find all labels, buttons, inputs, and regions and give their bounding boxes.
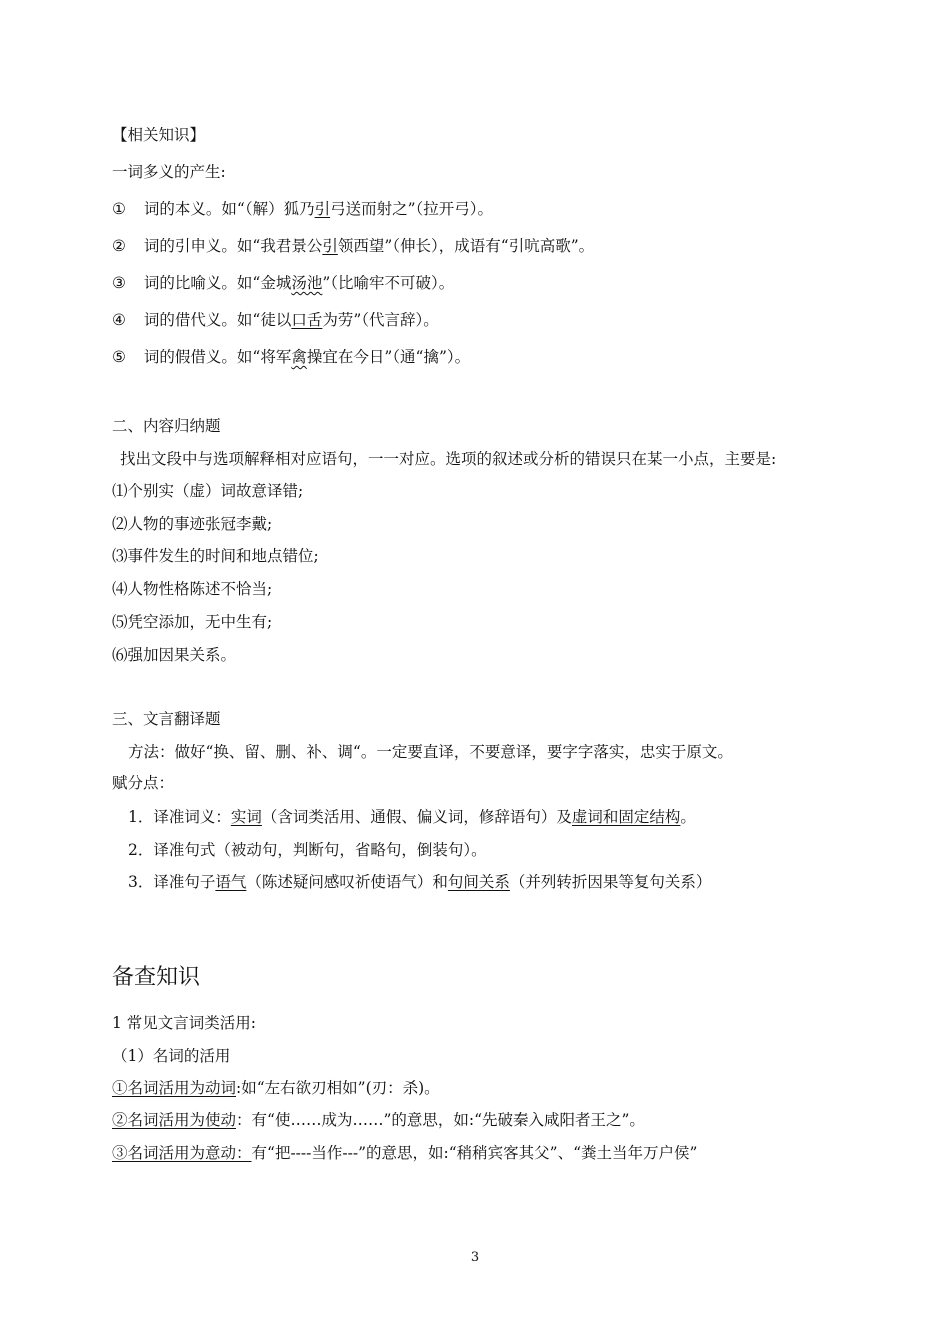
- rule-name: ②名词活用为使动: [112, 1111, 237, 1129]
- section3-title: 三、文言翻译题: [112, 710, 221, 728]
- item-number: ④: [112, 311, 126, 329]
- score-point-2: 2．译准句式（被动句，判断句，省略句，倒装句）。: [128, 841, 487, 859]
- item-number: ①: [112, 200, 126, 218]
- section3-method: 方法：做好“换、留、删、补、调“。一定要直译，不要意译，要字字落实，忠实于原文。: [128, 743, 733, 761]
- usage-rule-1: ①名词活用为动词:如“左右欲刃相如”(刃：杀)。: [112, 1079, 440, 1097]
- score-point-3: 3．译准句子语气（陈述疑问感叹祈使语气）和句间关系（并列转折因果等复句关系）: [128, 873, 712, 891]
- section2-title: 二、内容归纳题: [112, 417, 221, 435]
- reference-subtitle: 1 常见文言词类活用:: [112, 1014, 257, 1032]
- underlined-term: 句间关系: [447, 873, 510, 891]
- related-title: 【相关知识】: [112, 126, 206, 144]
- underlined-term: 实词: [230, 808, 262, 826]
- usage-rule-3: ③名词活用为意动：有“把----当作---”的意思，如:“稍稍宾客其父”、“粪土当年万户侯”: [112, 1144, 698, 1162]
- list-item: [112, 199, 493, 219]
- usage-rule-2: ②名词活用为使动：有“使……成为……”的意思，如:“先破秦入咸阳者王之”。: [112, 1111, 645, 1129]
- item-text: 词的引申义。如“我君景公: [143, 237, 323, 255]
- item-text: 弓送而射之”（拉开弓）。: [330, 200, 494, 218]
- score-point-1: 1．译准词义：实词（含词类活用、通假、偏义词，修辞语句）及虚词和固定结构。: [128, 808, 696, 826]
- list-item: [112, 236, 594, 256]
- key-char: 禽: [291, 348, 307, 366]
- reference-heading: 备查知识: [112, 965, 201, 990]
- rule-name: ①名词活用为动词: [112, 1079, 237, 1097]
- key-char: 引: [322, 237, 338, 255]
- item-number: ②: [112, 237, 126, 255]
- list-item: ⑴个别实（虚）词故意译错;: [112, 482, 304, 500]
- section2-intro: 找出文段中与选项解释相对应语句，一一对应。选项的叙述或分析的错误只在某一小点，主要是:: [120, 450, 777, 468]
- reference-subsub: （1）名词的活用: [112, 1047, 231, 1065]
- list-item: ⑸凭空添加，无中生有;: [112, 613, 273, 631]
- key-char: 口舌: [291, 311, 323, 329]
- item-text: 词的本义。如“（解）狐乃: [143, 200, 315, 218]
- item-text: ”（比喻牢不可破）。: [322, 274, 455, 292]
- list-item: [112, 347, 470, 367]
- item-text: 词的假借义。如“将军: [143, 348, 292, 366]
- underlined-term: 语气: [215, 873, 247, 891]
- underlined-term: 虚词和固定结构: [571, 808, 681, 826]
- list-item: [112, 310, 439, 330]
- rule-name: ③名词活用为意动：: [112, 1144, 252, 1162]
- item-number: ③: [112, 274, 126, 292]
- item-text: 操宜在今日”（通“擒”）。: [306, 348, 471, 366]
- item-text: 为劳”（代言辞）。: [322, 311, 439, 329]
- list-item: ⑹强加因果关系。: [112, 646, 237, 664]
- page-number: 3: [470, 1250, 480, 1265]
- key-char: 汤池: [291, 274, 323, 292]
- item-number: ⑤: [112, 348, 126, 366]
- item-text: 词的比喻义。如“金城: [143, 274, 292, 292]
- list-item: ⑵人物的事迹张冠李戴;: [112, 515, 273, 533]
- item-text: 领西望”（伸长），成语有“引吭高歌”。: [337, 237, 595, 255]
- related-intro: 一词多义的产生:: [112, 163, 226, 181]
- list-item: [112, 273, 454, 293]
- list-item: ⑷人物性格陈述不恰当;: [112, 580, 273, 598]
- key-char: 引: [314, 200, 331, 218]
- score-label: 赋分点：: [112, 774, 175, 792]
- item-text: 词的借代义。如“徒以: [143, 311, 292, 329]
- list-item: ⑶事件发生的时间和地点错位;: [112, 547, 319, 565]
